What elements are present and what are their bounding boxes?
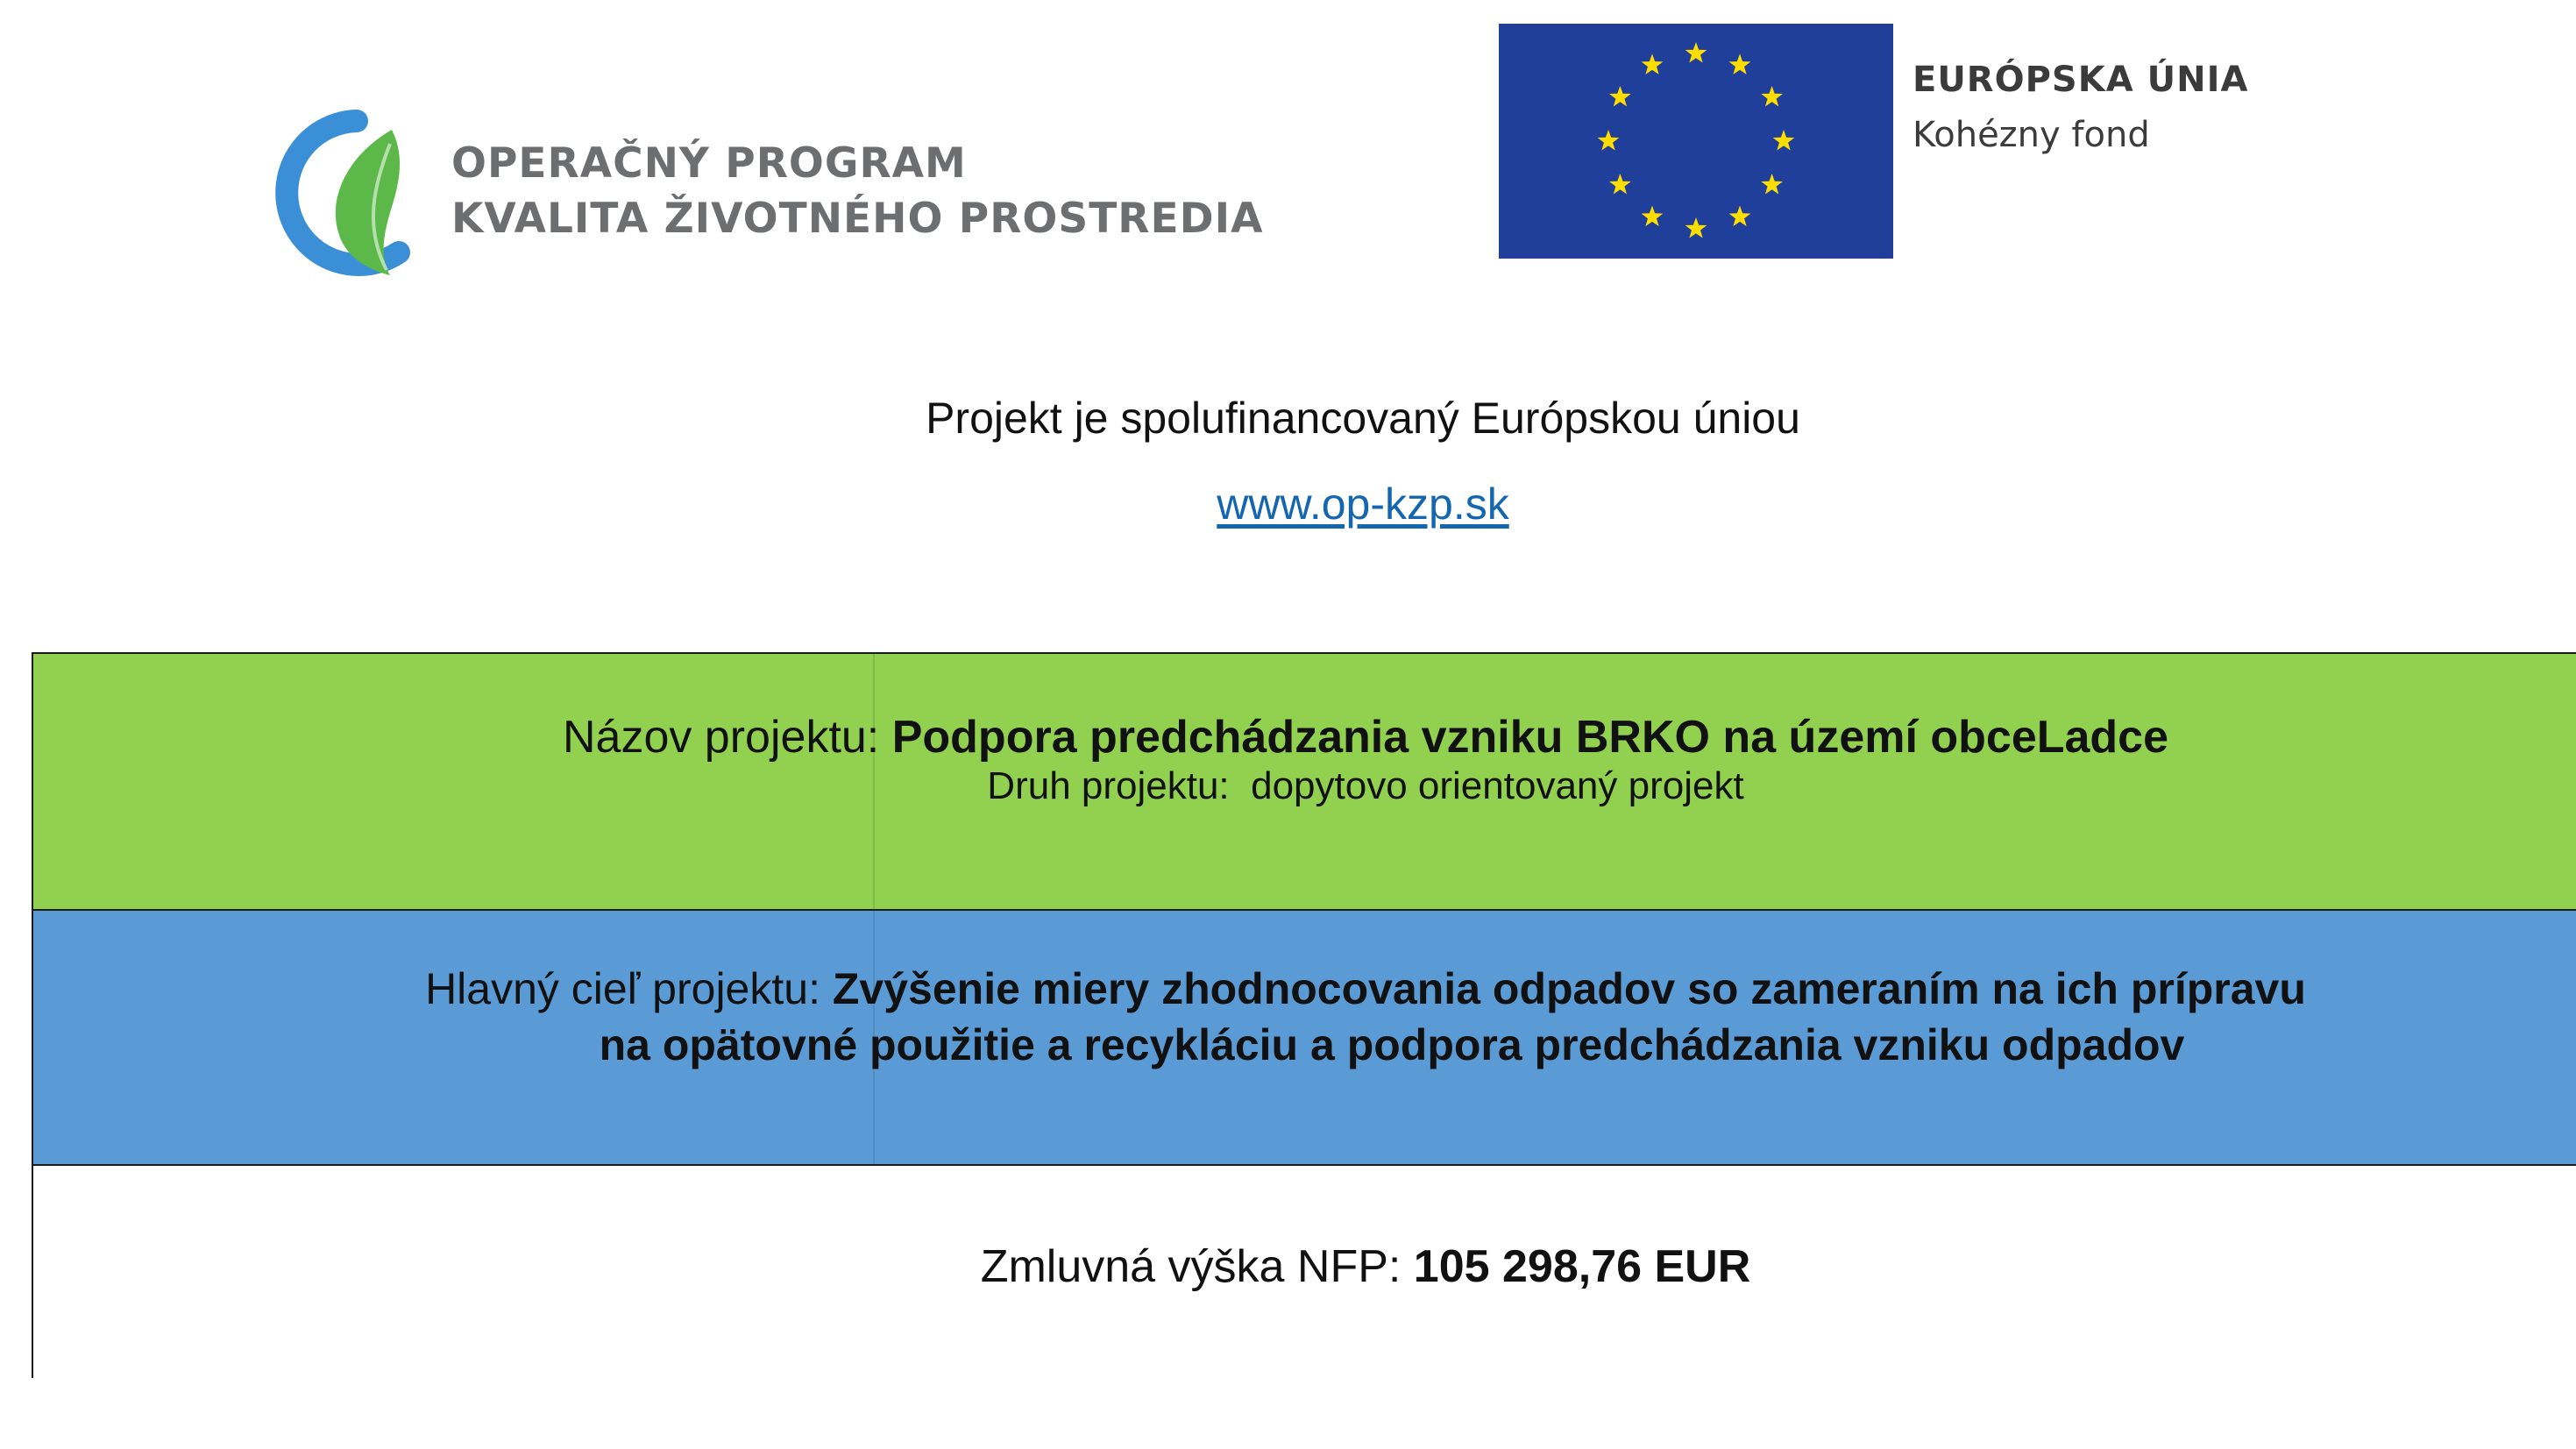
project-goal-label: Hlavný cieľ projektu:: [425, 964, 820, 1013]
project-type-value: dopytovo orientovaný projekt: [1251, 764, 1744, 807]
eu-label: [1912, 51, 2248, 161]
project-amount-label: Zmluvná výška NFP:: [980, 1241, 1402, 1292]
project-type-label: Druh projektu:: [987, 764, 1230, 807]
project-goal-line2: [60, 1016, 2576, 1074]
project-goal-line1: [33, 960, 2576, 1018]
project-goal-value-2: na opätovné použitie a recykláciu a podpora predchádzania vzniku odpadov: [599, 1020, 2185, 1069]
opkzp-logo: [259, 103, 1293, 288]
project-info-table: [32, 652, 2576, 1378]
opkzp-line2: KVALITA ŽIVOTNÉHO PROSTREDIA: [451, 195, 1264, 243]
project-name-line: [33, 707, 2576, 768]
eu-fund: Kohézny fond: [1912, 115, 2150, 155]
project-name-value: Podpora predchádzania vzniku BRKO na území obceLadce: [891, 712, 2169, 763]
eu-flag-icon: [1499, 24, 1893, 259]
project-name-row: [33, 654, 2576, 911]
project-goal-row: [33, 911, 2576, 1166]
opkzp-line1: OPERAČNÝ PROGRAM: [451, 139, 967, 188]
cofinanced-text: Projekt je spolufinancovaný Európskou úniou: [926, 394, 1800, 443]
project-name-label: Názov projektu:: [562, 712, 880, 763]
project-amount-value: 105 298,76 EUR: [1413, 1241, 1751, 1292]
website-link[interactable]: www.op-kzp.sk: [1217, 479, 1509, 529]
project-goal-value-1: Zvýšenie miery zhodnocovania odpadov so zameraním na ich prípravu: [832, 964, 2306, 1013]
project-type-line: [33, 761, 2576, 812]
eu-title: EURÓPSKA ÚNIA: [1912, 60, 2249, 100]
website-link-wrap: [0, 473, 2576, 535]
project-amount-row: [33, 1166, 2576, 1378]
project-amount-line: [33, 1236, 2576, 1297]
opkzp-wordmark: [451, 136, 1263, 246]
opkzp-emblem-icon: [259, 103, 425, 288]
